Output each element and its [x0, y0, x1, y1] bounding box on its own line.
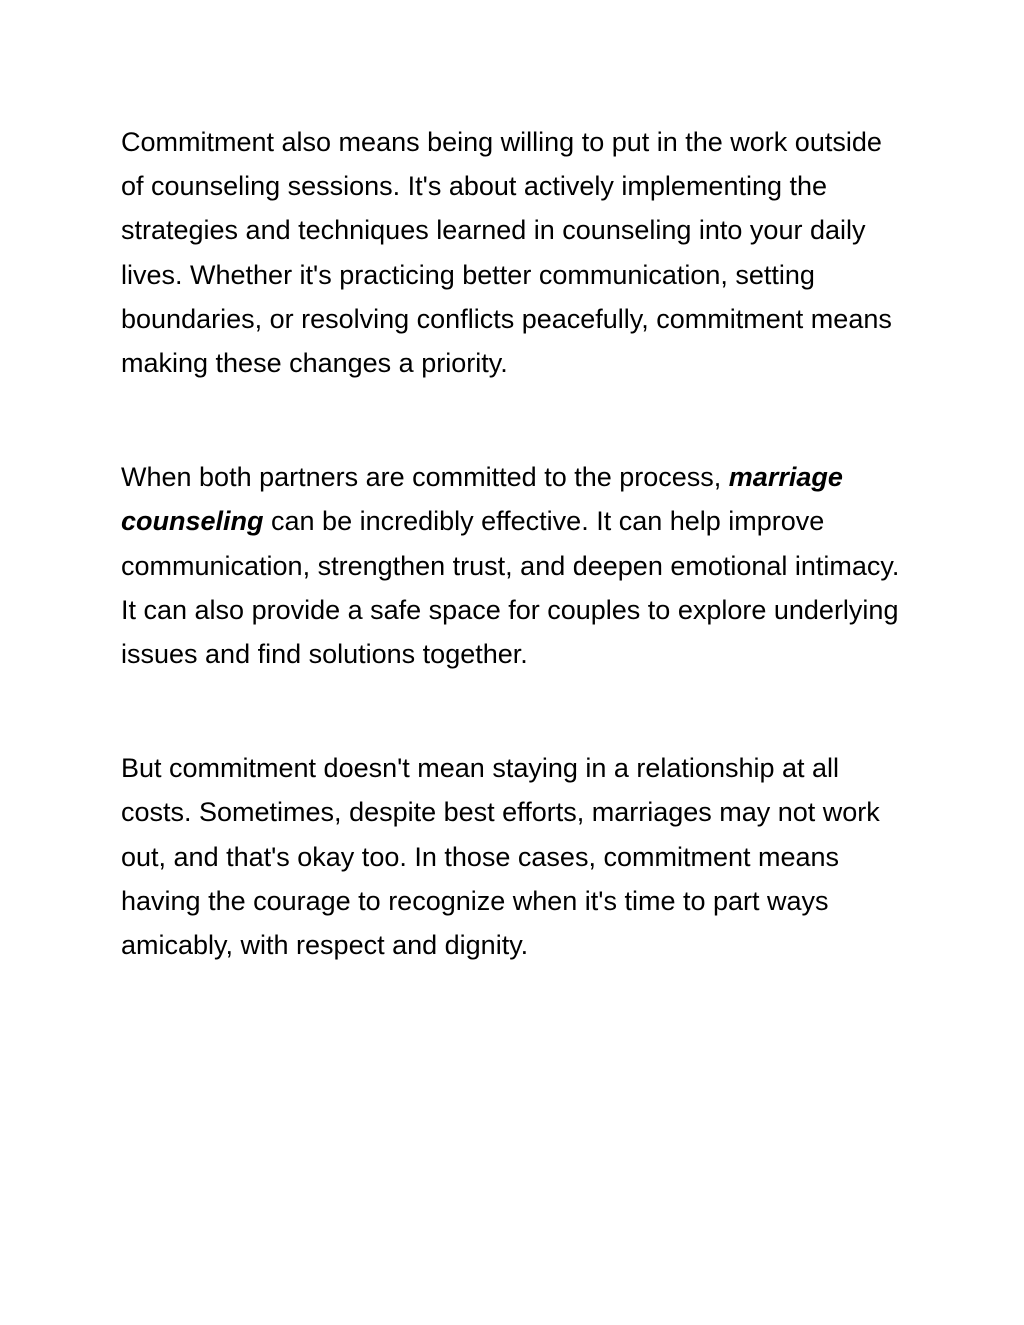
marriage-counseling-emphasis: marriage counseling	[121, 462, 843, 537]
paragraph-counseling-effective	[121, 455, 911, 676]
paragraph-commitment-work: Commitment also means being willing to put in the work outside of counseling sessions. It's about actively implementing the strategies and techniques learned in counseling into your daily lives. Whether it's practicing better communication, setting boundaries, or resolving conflicts peacefully, commitment means making these changes a priority.	[121, 127, 892, 379]
paragraph-intro-text: When both partners are committed to the process,	[121, 462, 729, 493]
document-body	[121, 120, 911, 1037]
paragraph-continuation-text: can be incredibly effective. It can help improve communication, strengthen trust, and deepen emotional intimacy. It can also provide a safe space for couples to explore underlying issues and find solutions together.	[121, 506, 900, 670]
paragraph-commitment-limits: But commitment doesn't mean staying in a relationship at all costs. Sometimes, despite best efforts, marriages may not work out, and that's okay too. In those cases, commitment means having the courage to recognize when it's time to part ways amicably, with respect and dignity.	[121, 753, 880, 961]
